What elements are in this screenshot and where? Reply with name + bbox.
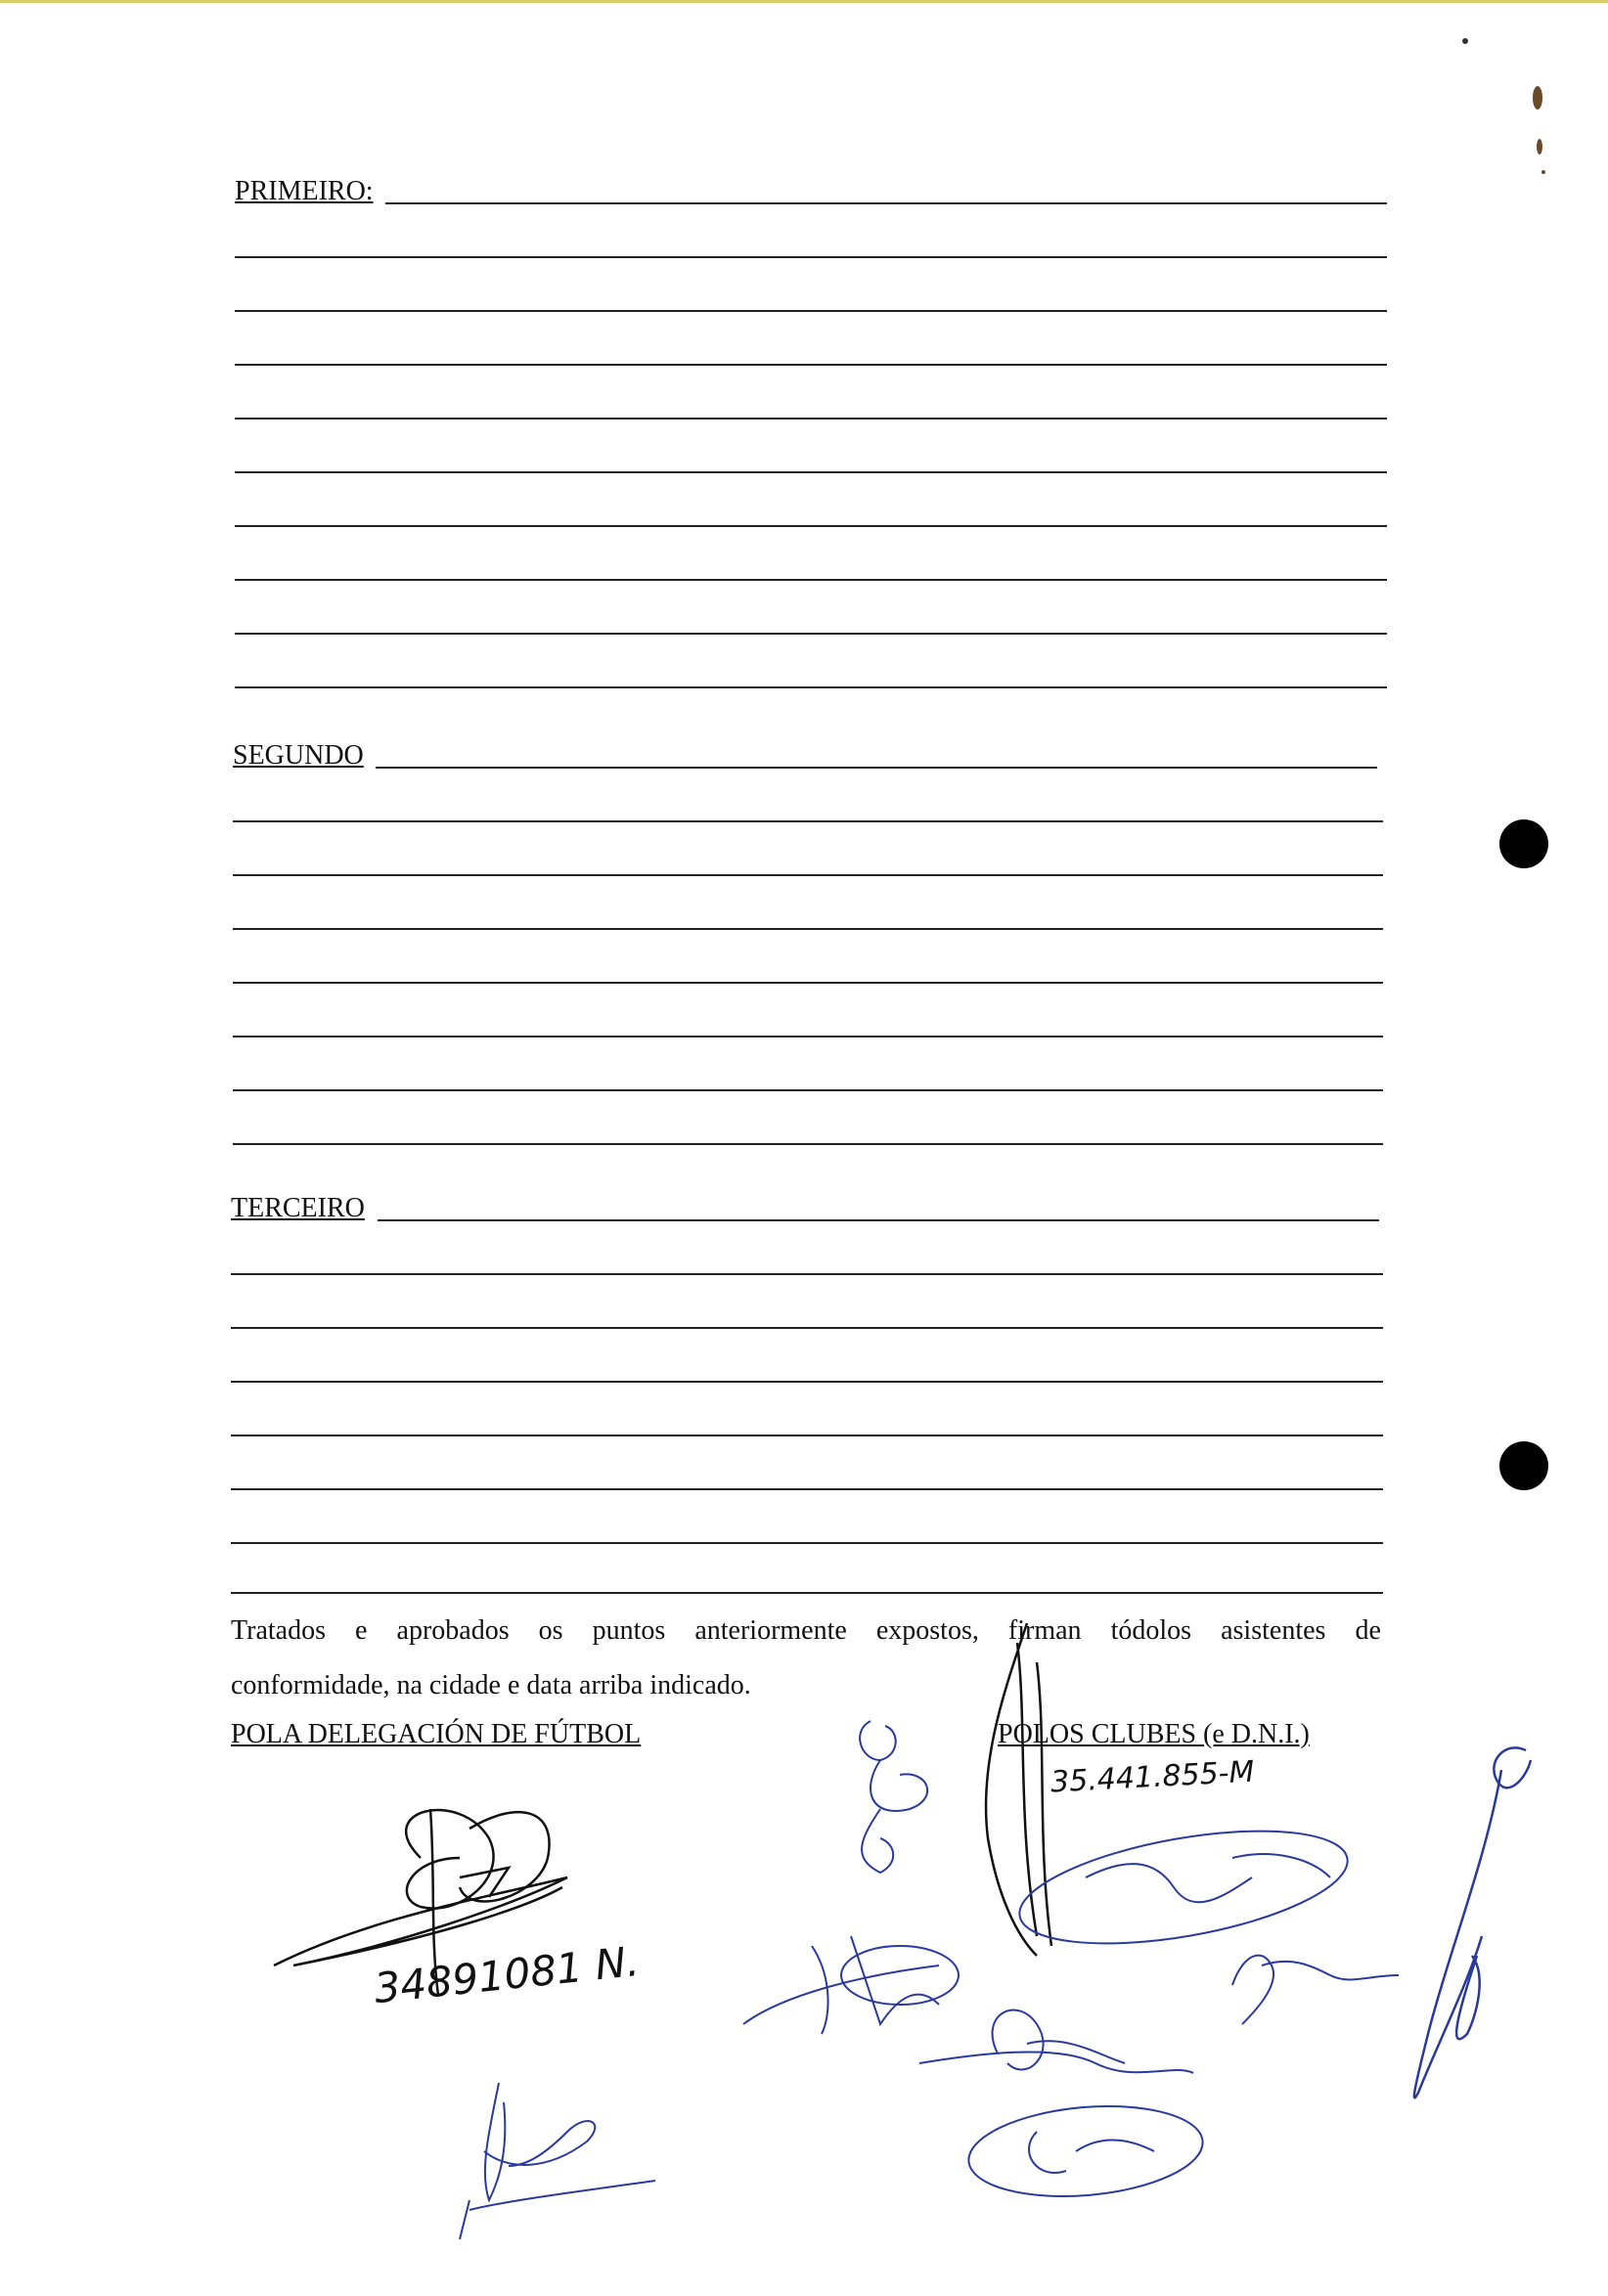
club-signature-7 (965, 2097, 1207, 2206)
delegation-signature (274, 1809, 567, 1995)
club-signature-3 (1011, 1810, 1356, 1965)
paragraph-word: puntos (592, 1615, 666, 1646)
paragraph-word: firman (1007, 1615, 1082, 1646)
clubs-dni-handwritten: 35.441.855-M (1050, 1754, 1256, 1800)
club-signature-5 (919, 2010, 1193, 2073)
paragraph-word: asistentes (1221, 1615, 1326, 1646)
club-signature-8 (1414, 1747, 1531, 2097)
paragraph-word: os (538, 1615, 563, 1646)
club-signature-1 (860, 1721, 927, 1873)
club-signature-4 (743, 1936, 959, 2034)
paragraph-word: expostos, (875, 1615, 979, 1646)
paragraph-word: anteriormente (694, 1615, 847, 1646)
clubs-heading: POLOS CLUBES (e D.N.I.) (998, 1719, 1310, 1749)
paragraph-word: e (355, 1615, 368, 1646)
delegation-signature-lower (460, 2083, 655, 2239)
paragraph-word: de (1355, 1615, 1381, 1646)
paragraph-word: Tratados (231, 1615, 326, 1646)
section-label-terceiro: TERCEIRO (231, 1193, 365, 1223)
scan-stain-mark (1462, 38, 1545, 174)
paragraph-word: aprobados (396, 1615, 510, 1646)
delegation-dni-handwritten: 34891081 N. (372, 1936, 642, 2013)
closing-paragraph-line-2: conformidade, na cidade e data arriba indicado. (231, 1670, 751, 1700)
club-signature-6 (1232, 1956, 1399, 2024)
section-label-segundo: SEGUNDO (233, 740, 364, 771)
delegation-heading: POLA DELEGACIÓN DE FÚTBOL (231, 1719, 642, 1749)
club-signature-2 (986, 1623, 1051, 1956)
paragraph-word: tódolos (1110, 1615, 1192, 1646)
section-label-primeiro: PRIMEIRO: (235, 176, 374, 206)
